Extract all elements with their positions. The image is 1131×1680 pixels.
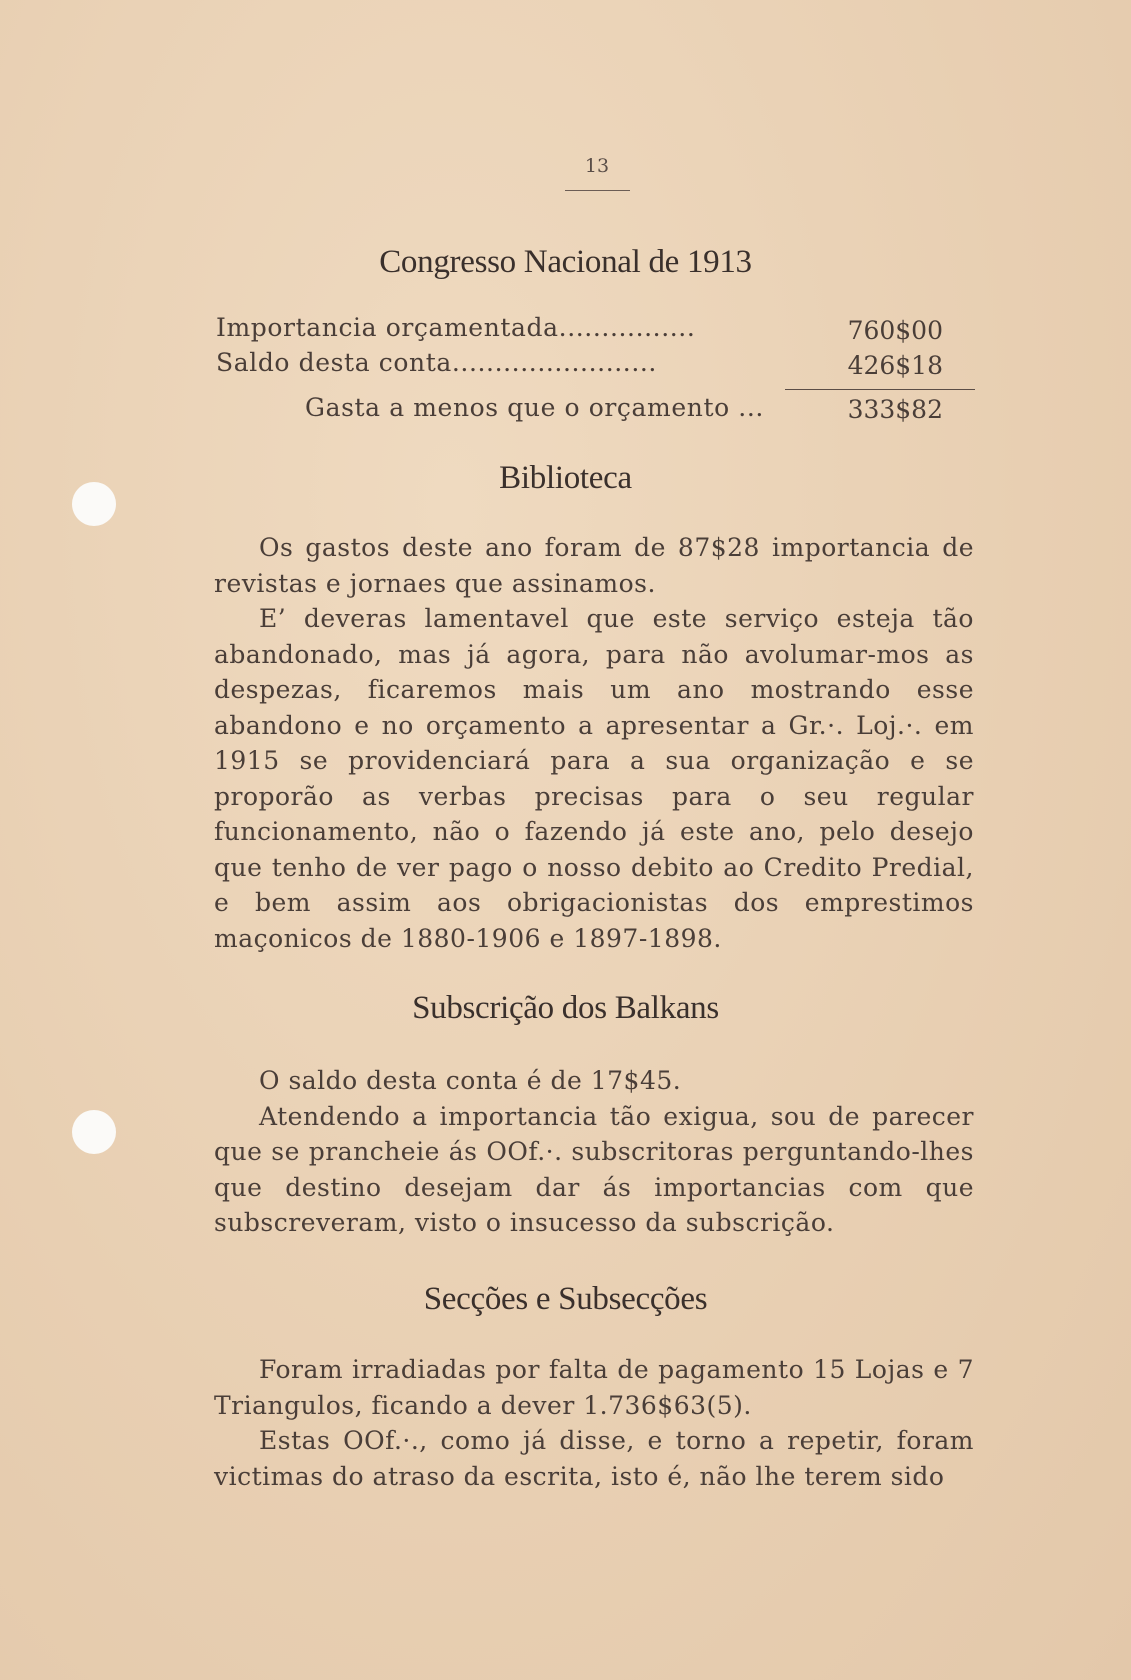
seccoes-paragraph-1: Foram irradiadas por falta de pagamento 15 Lojas e 7 Triangulos, ficando a dever 1.736$63(5). [214,1355,974,1420]
row-saldo-amount: 426$18 [847,351,943,380]
row-saldo-label: Saldo desta conta........................ [216,348,657,377]
balkans-text [214,1063,974,1241]
heading-congresso: Congresso Nacional de 1913 [379,244,752,280]
biblioteca-paragraph-2: E’ deveras lamentavel que este serviço esteja tão abandonado, mas já agora, para não avolumar-mos as despezas, ficaremos mais um ano mostrando esse abandono e no orçamento a apresentar a Gr.·. Loj.·. em 1915 se providenciará para a sua organização e se proporão as verbas precisas para o seu regular funcionamento, não o fazendo já este ano, pelo desejo que tenho de ver pago o nosso debito ao Credito Predial, e bem assim aos obrigacionistas dos emprestimos maçonicos de 1880-1906 e 1897-1898. [214,604,974,953]
row-importancia-label: Importancia orçamentada................ [216,313,696,342]
sum-rule [785,389,975,390]
balkans-paragraph-1: O saldo desta conta é de 17$45. [259,1066,682,1095]
heading-biblioteca: Biblioteca [499,460,632,496]
page-number-rule [565,190,630,191]
row-gasta-label: Gasta a menos que o orçamento ... [305,393,764,422]
balkans-paragraph-2: Atendendo a importancia tão exigua, sou de parecer que se prancheie ás OOf.·. subscritoras perguntando-lhes que destino desejam dar ás importancias com que subscreveram, visto o insucesso da subscrição. [214,1101,974,1237]
seccoes-paragraph-2: Estas OOf.·., como já disse, e torno a repetir, foram victimas do atraso da escrita, isto é, não lhe terem sido [214,1426,974,1491]
punch-hole-bottom [72,1110,116,1154]
biblioteca-text [214,530,974,956]
heading-balkans: Subscrição dos Balkans [412,990,719,1026]
page-number: 13 [584,155,610,177]
row-gasta-amount: 333$82 [847,395,943,424]
row-importancia-amount: 760$00 [847,316,943,345]
seccoes-text [214,1352,974,1494]
biblioteca-paragraph-1: Os gastos deste ano foram de 87$28 importancia de revistas e jornaes que assinamos. [214,533,974,598]
heading-seccoes: Secções e Subsecções [423,1281,708,1317]
